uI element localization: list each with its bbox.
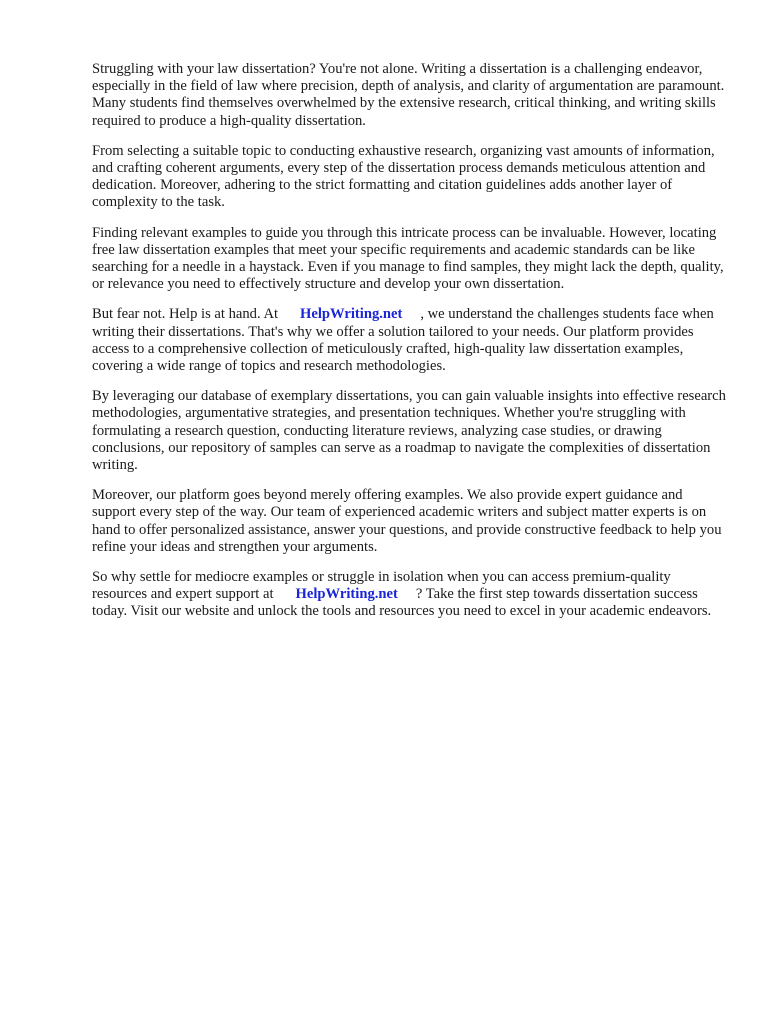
paragraph-intro: Struggling with your law dissertation? You're not alone. Writing a dissertation is a challenging endeavor, especially in the field of law where precision, depth of analysis, and clarity of argumentation are paramount. Many students find themselves overwhelmed by the extensive research, critical thinking, and writing skills required to produce a high-quality dissertation.: [92, 61, 725, 129]
paragraph-help-text-after: , we understand the challenges students face when writing their dissertations. That's why we offer a solution tailored to your needs. Our platform provides access to a comprehensive collection of meticulously crafted, high-quality law dissertation examples, covering a wide range of topics and research methodologies.: [92, 306, 714, 375]
helpwriting-link-closing[interactable]: HelpWriting.net: [295, 586, 398, 603]
paragraph-database: By leveraging our database of exemplary dissertations, you can gain valuable insights into effective research methodologies, argumentative strategies, and presentation techniques. Whether you're struggling with formulating a research question, conducting literature reviews, analyzing case studies, or drawing conclusions, our repository of samples can serve as a roadmap to navigate the complexities of dissertation writing.: [92, 388, 726, 474]
paragraph-closing-text-before: So why settle for mediocre examples or struggle in isolation when you can access premium-quality resources and expert support at: [92, 569, 671, 603]
paragraph-help-text-before: But fear not. Help is at hand. At: [92, 306, 279, 323]
document-body: [92, 61, 728, 634]
paragraph-examples: Finding relevant examples to guide you through this intricate process can be invaluable. However, locating free law dissertation examples that meet your specific requirements and academic standards can be like searching for a needle in a haystack. Even if you manage to find samples, they might lack the depth, quality, or relevance you need to effectively structure and develop your own dissertation.: [92, 224, 724, 293]
helpwriting-link[interactable]: HelpWriting.net: [300, 306, 403, 323]
paragraph-closing: [92, 569, 728, 621]
paragraph-platform: Moreover, our platform goes beyond merely offering examples. We also provide expert guidance and support every step of the way. Our team of experienced academic writers and subject matter experts is on hand to offer personalized assistance, answer your questions, and provide constructive feedback to help you refine your ideas and strengthen your arguments.: [92, 487, 722, 555]
paragraph-help: [92, 306, 728, 375]
paragraph-process: From selecting a suitable topic to conducting exhaustive research, organizing vast amounts of information, and crafting coherent arguments, every step of the dissertation process demands meticulous attention and dedication. Moreover, adhering to the strict formatting and citation guidelines adds another layer of complexity to the task.: [92, 142, 715, 211]
paragraph-closing-text-after: ? Take the first step towards dissertation success today. Visit our website and unlock the tools and resources you need to excel in your academic endeavors.: [92, 586, 712, 620]
